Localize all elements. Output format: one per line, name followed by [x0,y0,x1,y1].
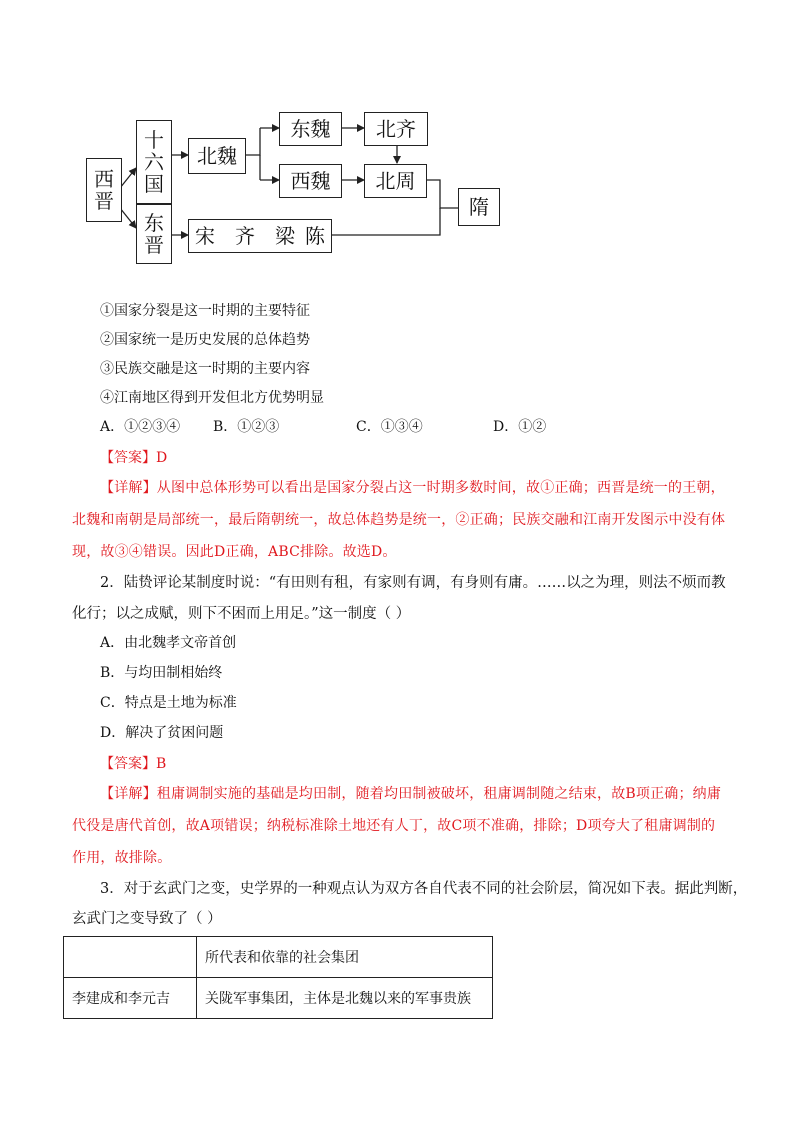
table-header-cell-1 [64,937,197,978]
q2-answer: 【答案】B [100,756,167,772]
shiliuguo-char-3: 国 [144,172,164,196]
q2-detail-line-2: 代役是唐代首创，故A项错误；纳税标准除土地还有人丁，故C项不准确，排除；D项夸大了租庸调制的 [72,818,716,834]
q2-detail-line-3: 作用，故排除。 [72,850,172,866]
q1-option-d: D．①② [493,419,547,435]
q2-option-c: C．特点是土地为标准 [100,695,237,711]
southern-chen: 陈 [305,224,325,248]
q2-detail-line-1: 【详解】租庸调制实施的基础是均田制，随着均田制被破坏，租庸调制随之结束，故B项正确；纳庸 [100,786,722,802]
table-header-cell-2: 所代表和依靠的社会集团 [197,937,493,978]
dongjin-char-2: 晋 [144,233,164,257]
q2-stem-line-1: 2．陆贽评论某制度时说：“有田则有租，有家则有调，有身则有庸。……以之为理，则法不烦而教 [100,575,726,591]
table-header-row [64,937,493,978]
q2-option-a: A．由北魏孝文帝首创 [100,635,237,651]
shiliuguo-char-1: 十 [144,128,164,152]
box-beiqi: 北齐 [364,112,428,146]
q3-stem-line-2: 玄武门之变导致了（ ） [72,911,222,927]
box-dongjin [136,204,172,264]
box-xiwei: 西魏 [279,164,342,198]
shiliuguo-char-2: 六 [144,150,164,174]
xijin-char-2: 晋 [94,189,114,213]
xijin-char-1: 西 [94,167,114,191]
q1-detail-line-3: 现，故③④错误。因此D正确，ABC排除。故选D。 [72,544,397,560]
southern-qi: 齐 [235,224,255,248]
table-row [64,978,493,1019]
q1-option-b: B．①②③ [213,419,280,435]
q3-table [63,936,493,1019]
q1-answer: 【答案】D [100,450,168,466]
box-beizhou: 北周 [364,164,427,198]
q2-stem-line-2: 化行；以之成赋，则下不困而上用足。”这一制度（ ） [72,606,411,622]
box-shiliuguo [136,120,172,204]
table-cell-description: 关陇军事集团，主体是北魏以来的军事贵族 [197,978,493,1019]
q1-statement-3: ③民族交融是这一时期的主要内容 [100,361,310,377]
q2-option-b: B．与均田制相始终 [100,665,223,681]
q1-option-c: C．①③④ [356,419,423,435]
southern-song: 宋 [195,224,215,248]
q1-statement-2: ②国家统一是历史发展的总体趋势 [100,332,310,348]
q1-option-a: A．①②③④ [100,419,181,435]
q1-statement-1: ①国家分裂是这一时期的主要特征 [100,303,310,319]
box-dongwei: 东魏 [279,112,342,146]
dynasty-diagram [80,108,510,278]
box-southern-dynasties [188,219,332,253]
q1-detail-line-2: 北魏和南朝是局部统一，最后隋朝统一，故总体趋势是统一，②正确；民族交融和江南开发图示中没有体 [72,512,726,528]
southern-liang: 梁 [275,224,295,248]
dongjin-char-1: 东 [144,211,164,235]
q1-statement-4: ④江南地区得到开发但北方优势明显 [100,390,324,406]
box-sui: 隋 [458,188,500,226]
box-beiwei: 北魏 [188,138,246,174]
table-cell-group: 李建成和李元吉 [64,978,197,1019]
box-xijin [86,158,122,222]
q2-option-d: D．解决了贫困问题 [100,725,224,741]
q3-stem-line-1: 3．对于玄武门之变，史学界的一种观点认为双方各自代表不同的社会阶层，简况如下表。据此判断， [100,881,748,897]
q1-detail-line-1: 【详解】从图中总体形势可以看出是国家分裂占这一时期多数时间，故①正确；西晋是统一的王朝， [100,480,725,496]
